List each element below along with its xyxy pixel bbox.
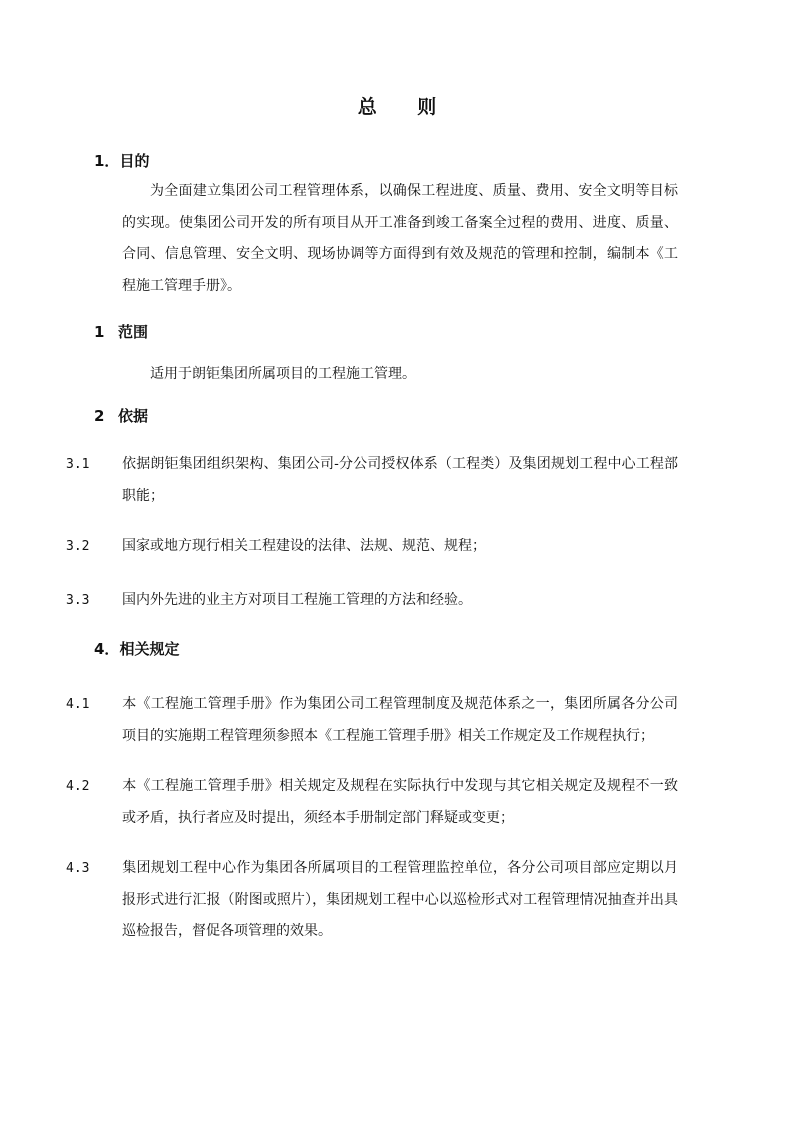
section-number: 1． (94, 152, 120, 170)
section-heading-scope (94, 321, 148, 342)
clause-4-3 (66, 853, 678, 948)
clause-number: 4.1 (66, 697, 90, 712)
clause-3-1 (66, 449, 678, 512)
section-title: 目的 (119, 152, 150, 170)
clause-4-1 (66, 689, 678, 752)
section-title: 依据 (118, 407, 149, 425)
clause-text: 国内外先进的业主方对项目工程施工管理的方法和经验。 (122, 592, 472, 608)
section-heading-purpose (94, 150, 149, 171)
section-number: 1 (94, 323, 105, 341)
clause-4-2 (66, 771, 678, 834)
clause-text: 本《工程施工管理手册》作为集团公司工程管理制度及规范体系之一，集团所属各分公司项目的实施期工程管理须参照本《工程施工管理手册》相关工作规定及工作规程执行； (122, 696, 678, 744)
section-heading-basis (94, 405, 148, 426)
section-number: 4． (94, 640, 120, 658)
clause-text: 依据朗钜集团组织架构、集团公司-分公司授权体系（工程类）及集团规划工程中心工程部职能； (122, 456, 678, 504)
clause-3-3 (66, 585, 678, 617)
clause-number: 3.3 (66, 593, 90, 608)
section-number: 2 (94, 407, 105, 425)
clause-text: 国家或地方现行相关工程建设的法律、法规、规范、规程； (122, 538, 486, 554)
paragraph-purpose: 为全面建立集团公司工程管理体系，以确保工程进度、质量、费用、安全文明等目标的实现。使集团公司开发的所有项目从开工准备到竣工备案全过程的费用、进度、质量、合同、信息管理、安全文明、现场协调等方面得到有效及规范的管理和控制，编制本《工程施工管理手册》。 (122, 183, 678, 294)
section-title: 范围 (118, 323, 149, 341)
clause-number: 3.1 (66, 457, 90, 472)
section-title: 相关规定 (119, 640, 180, 658)
paragraph-scope: 适用于朗钜集团所属项目的工程施工管理。 (150, 366, 416, 382)
clause-text: 本《工程施工管理手册》相关规定及规程在实际执行中发现与其它相关规定及规程不一致或矛盾，执行者应及时提出，须经本手册制定部门释疑或变更； (122, 778, 678, 826)
clause-number: 4.2 (66, 779, 90, 794)
clause-3-2 (66, 531, 678, 563)
clause-text: 集团规划工程中心作为集团各所属项目的工程管理监控单位，各分公司项目部应定期以月报形式进行汇报（附图或照片），集团规划工程中心以巡检形式对工程管理情况抽查并出具巡检报告，督促各项管理的效果。 (122, 860, 678, 939)
section-heading-regulations (94, 638, 179, 659)
clause-number: 3.2 (66, 539, 90, 554)
clause-number: 4.3 (66, 861, 90, 876)
page-title: 总 则 (357, 96, 454, 118)
